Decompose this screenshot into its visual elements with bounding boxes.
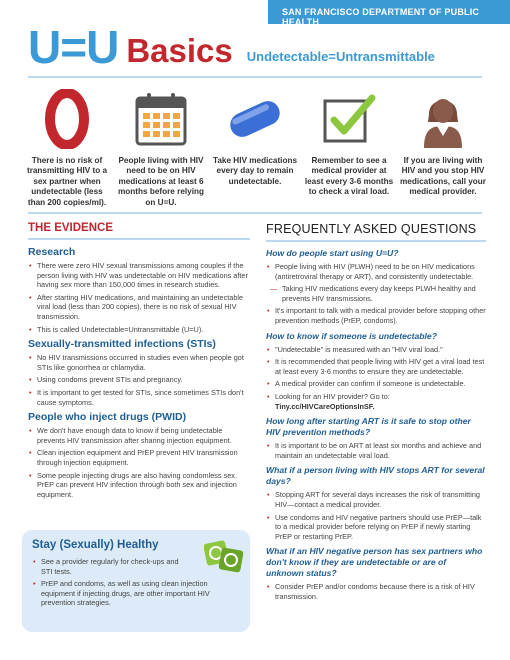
research-list <box>28 261 250 334</box>
stay-healthy-title: Stay (Sexually) Healthy <box>32 539 159 551</box>
pill-icon <box>210 88 300 150</box>
faq-question: How long after starting ART is it safe to stop other HIV prevention methods? <box>266 416 471 438</box>
header-divider <box>28 76 482 78</box>
list-item: • This is called Undetectable=Untransmittable (U=U). <box>28 325 250 335</box>
list-item: • "Undetectable" is measured with an "HIV viral load." <box>266 345 486 355</box>
fact-caption: People living with HIV need to be on HIV medications at least 6 months before relying on U=U. <box>118 156 204 207</box>
fact-call-provider <box>398 88 488 208</box>
key-facts-row <box>22 88 488 208</box>
faq-answer-list <box>266 441 486 460</box>
faq-question: What if an HIV negative person has sex partners who don't know if they are undetectable or are of unknown status? <box>266 546 483 579</box>
faq-column <box>266 222 486 604</box>
list-item: • Consider PrEP and/or condoms because there is a risk of HIV transmission. <box>266 582 486 601</box>
condom-icon <box>204 538 244 579</box>
fact-caption: If you are living with HIV and you stop HIV medications, call your medical provider. <box>400 156 486 197</box>
list-item: • Some people injecting drugs are also having condomless sex. PrEP can prevent HIV infection through both sex and injection equipment. <box>28 471 250 500</box>
calendar-icon <box>116 88 206 150</box>
list-item: • Stopping ART for several days increases the risk of transmitting HIV—contact a medical provider. <box>266 490 486 509</box>
list-item: • Clean injection equipment and PrEP prevent HIV transmission through injection equipment. <box>28 448 250 467</box>
faq-question: What if a person living with HIV stops ART for several days? <box>266 465 485 487</box>
list-item: • Using condoms prevent STIs and pregnancy. <box>28 375 250 385</box>
page-header <box>28 18 435 73</box>
department-banner: SAN FRANCISCO DEPARTMENT OF PUBLIC HEALTH <box>268 0 510 24</box>
fact-caption: Take HIV medications every day to remain undetectable. <box>212 156 298 186</box>
sti-list <box>28 353 250 407</box>
faq-answer-list <box>266 345 486 412</box>
fact-caption: There is no risk of transmitting HIV to a sex partner when undetectable (less than 200 copies/ml). <box>26 156 108 207</box>
research-heading: Research <box>28 246 76 258</box>
faq-answer-list <box>266 262 486 326</box>
list-item <box>266 392 486 411</box>
checkmark-icon <box>304 88 394 150</box>
page-title-uu: U=U <box>28 21 119 73</box>
faq-answer-list <box>266 490 486 541</box>
list-item: • It is important to be on ART at least six months and achieve and maintain an undetectable viral load. <box>266 441 486 460</box>
list-item: • It is important to get tested for STIs, since sometimes STIs don't cause symptoms. <box>28 388 250 407</box>
pwid-heading: People who inject drugs (PWID) <box>28 411 187 424</box>
list-item: • It is recommended that people living with HIV get a viral load test at least every 3-6 months to ensure they are undetectable. <box>266 357 486 376</box>
list-item: • We don't have enough data to know if being undetectable prevents HIV transmission after sharing injection equipment. <box>28 426 250 445</box>
list-item: • People living with HIV (PLWH) need to be on HIV medications (antiretroviral therapy or ART), and consistently undetectable. <box>266 262 486 281</box>
fact-zero-risk <box>22 88 112 208</box>
zero-icon <box>22 88 112 150</box>
provider-link-prefix: Looking for an HIV provider? Go to: <box>275 391 390 401</box>
list-item: • There were zero HIV sexual transmissions among couples if the person living with HIV was undetectable on HIV medications after having sex more than 150,000 times in research studies. <box>28 261 250 290</box>
sti-heading: Sexually-transmitted infections (STIs) <box>28 338 216 351</box>
fact-viral-load <box>304 88 394 208</box>
section-divider <box>28 212 482 214</box>
list-item: • After starting HIV medications, and maintaining an undetectable viral load (less than 200 copies), there is no risk of sexual HIV transmission. <box>28 293 250 322</box>
list-item: • See a provider regularly for check-ups and STI tests. <box>32 557 182 576</box>
list-item: • It's important to talk with a medical provider before stopping other prevention methods (PrEP, condoms). <box>266 306 486 325</box>
list-item: • PrEP and condoms, as well as using clean injection equipment if injecting drugs, are other important HIV prevention strategies. <box>32 579 232 608</box>
faq-answer-list <box>266 582 486 601</box>
faq-title: FREQUENTLY ASKED QUESTIONS <box>266 222 486 242</box>
fact-daily-meds <box>210 88 300 208</box>
page-subtitle: Undetectable=Untransmittable <box>246 49 435 64</box>
provider-link[interactable]: Tiny.cc/HIVCareOptionsInSF. <box>275 401 375 411</box>
page-title-basics: Basics <box>126 32 233 69</box>
stay-healthy-box <box>22 530 250 632</box>
list-item: — Taking HIV medications every day keeps PLWH healthy and prevents HIV transmissions. <box>266 284 486 303</box>
pwid-list <box>28 426 250 499</box>
fact-six-months <box>116 88 206 208</box>
faq-question: How to know if someone is undetectable? <box>266 330 437 341</box>
faq-question: How do people start using U=U? <box>266 248 399 258</box>
fact-caption: Remember to see a medical provider at least every 3-6 months to check a viral load. <box>304 156 394 197</box>
evidence-column <box>28 222 250 502</box>
provider-icon <box>398 88 488 150</box>
list-item: • A medical provider can confirm if someone is undetectable. <box>266 379 486 389</box>
list-item: • No HIV transmissions occurred in studies even when people got STIs like gonorrhea or chlamydia. <box>28 353 250 372</box>
evidence-title: THE EVIDENCE <box>28 222 250 240</box>
list-item: • Use condoms and HIV negative partners should use PrEP—talk to a medical provider before relying on PrEP if newly starting PrEP or restarting PrEP. <box>266 513 486 542</box>
